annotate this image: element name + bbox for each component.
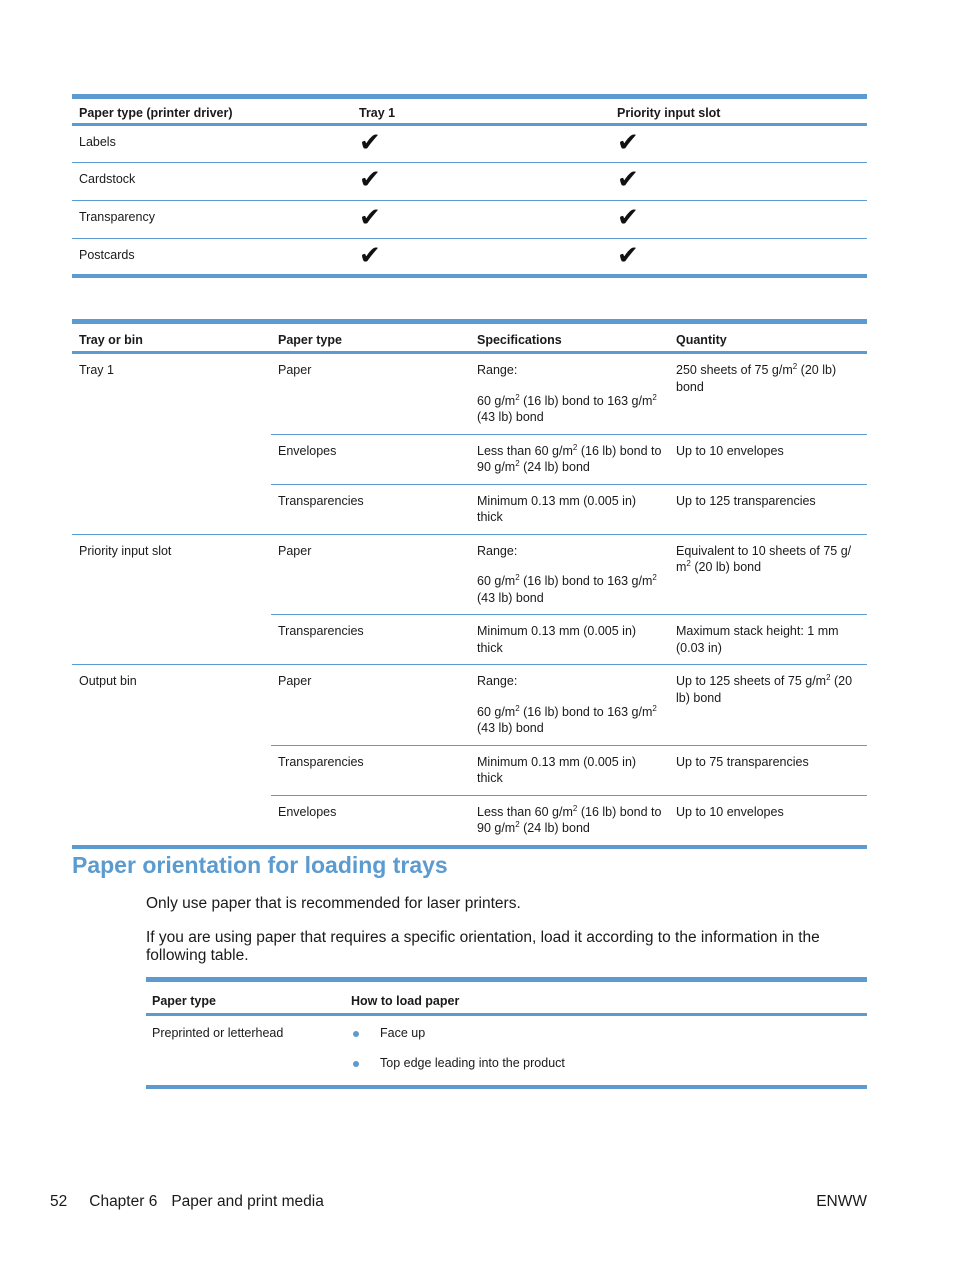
- table-row: [72, 201, 867, 239]
- tray-cell: Priority input slot: [72, 534, 271, 665]
- checkmark-icon: ✔: [617, 128, 639, 158]
- paper-type-cell: Transparencies: [271, 484, 470, 534]
- table-row: [72, 125, 867, 163]
- bullet-list: [351, 1025, 867, 1085]
- chapter-label: Chapter 6: [89, 1193, 158, 1210]
- table-header-row: [72, 322, 867, 353]
- checkmark-icon: ✔: [359, 165, 381, 195]
- quantity-cell: Maximum stack height: 1 mm (0.03 in): [669, 615, 867, 665]
- table-row: [72, 239, 867, 276]
- spec-value: 60 $g/m^2$ (16 lb) bond to 163 $g/m^2$ (43 lb) bond: [477, 573, 657, 605]
- paper-type-cell: Labels: [72, 125, 352, 163]
- spec-cell: Range: 60 $g/m^2$ (16 lb) bond to 163 $g/m^2$ (43 lb) bond: [470, 665, 669, 746]
- table-row: [146, 1015, 867, 1088]
- paper-orientation-table: [146, 977, 867, 1089]
- column-header: Paper type: [146, 980, 345, 1015]
- quantity-cell: Up to 10 envelopes: [669, 434, 867, 484]
- table-row: [72, 534, 867, 615]
- paper-type-cell: Preprinted or letterhead: [152, 1026, 284, 1040]
- quantity-cell: Up to 125 transparencies: [669, 484, 867, 534]
- checkmark-icon: ✔: [359, 203, 381, 233]
- column-header: Paper type: [271, 322, 470, 353]
- quantity-cell: Up to 10 envelopes: [676, 804, 784, 819]
- table-header-row: [146, 980, 867, 1015]
- paper-type-cell: Postcards: [79, 248, 135, 262]
- quantity-cell: Up to 125 sheets of 75 $g/m^2$ (20 lb) bond: [669, 665, 867, 746]
- paper-type-cell: Paper: [271, 353, 470, 435]
- quantity-cell: Up to 75 transparencies: [669, 745, 867, 795]
- quantity-cell: Equivalent to 10 sheets of 75 g/ $m^2$ (20 lb) bond: [669, 534, 867, 615]
- load-steps-cell: [345, 1015, 867, 1088]
- table-row: [72, 163, 867, 201]
- chapter-title: Paper and print media: [171, 1193, 324, 1210]
- table-row: [72, 665, 867, 746]
- paper-type-cell: Cardstock: [72, 163, 352, 201]
- paper-type-support-table: [72, 94, 867, 278]
- tray-cell: Tray 1: [72, 353, 271, 535]
- page-footer-left: [50, 1193, 324, 1211]
- checkmark-icon: ✔: [617, 165, 639, 195]
- list-item: Face up: [351, 1025, 867, 1055]
- column-header: Priority input slot: [610, 97, 867, 125]
- column-header: Paper type (printer driver): [72, 97, 352, 125]
- paper-type-cell: Transparencies: [271, 745, 470, 795]
- spec-cell: Less than 60 $g/m^2$ (16 lb) bond to 90 $g/m^2$ (24 lb) bond: [470, 434, 669, 484]
- checkmark-icon: ✔: [359, 241, 381, 271]
- tray-cell: Output bin: [79, 674, 137, 688]
- paper-type-cell: Transparency: [72, 201, 352, 239]
- paper-type-cell: Paper: [271, 534, 470, 615]
- spec-cell: Minimum 0.13 mm (0.005 in) thick: [470, 615, 669, 665]
- paper-type-cell: Envelopes: [271, 434, 470, 484]
- locale-label: ENWW: [816, 1193, 867, 1210]
- spec-cell: Range: 60 $g/m^2$ (16 lb) bond to 163 $g/m^2$ (43 lb) bond: [470, 534, 669, 615]
- spec-cell: Minimum 0.13 mm (0.005 in) thick: [470, 484, 669, 534]
- checkmark-icon: ✔: [359, 128, 381, 158]
- paper-type-cell: Paper: [271, 665, 470, 746]
- spec-cell: Less than 60 $g/m^2$ (16 lb) bond to 90 $g/m^2$ (24 lb) bond: [477, 803, 662, 835]
- page-number: 52: [50, 1193, 68, 1210]
- spec-cell: Minimum 0.13 mm (0.005 in) thick: [470, 745, 669, 795]
- paragraph: If you are using paper that requires a specific orientation, load it according to the information in the following table.: [146, 929, 820, 964]
- column-header: How to load paper: [345, 980, 867, 1015]
- table-row: [72, 353, 867, 435]
- column-header: Specifications: [470, 322, 669, 353]
- paper-type-cell: Transparencies: [271, 615, 470, 665]
- column-header: Tray or bin: [72, 322, 271, 353]
- spec-value: 60 $g/m^2$ (16 lb) bond to 163 $g/m^2$ (43 lb) bond: [477, 392, 657, 424]
- table-header-row: [72, 97, 867, 125]
- section-heading: Paper orientation for loading trays: [72, 852, 448, 878]
- tray-specifications-table: [72, 319, 867, 849]
- quantity-cell: 250 sheets of 75 $g/m^2$ (20 lb) bond: [669, 353, 867, 435]
- spec-cell: Range: 60 $g/m^2$ (16 lb) bond to 163 $g/m^2$ (43 lb) bond: [470, 353, 669, 435]
- checkmark-icon: ✔: [617, 203, 639, 233]
- list-item: Top edge leading into the product: [351, 1055, 867, 1085]
- checkmark-icon: ✔: [617, 241, 639, 271]
- paper-type-cell: Envelopes: [278, 804, 337, 819]
- column-header: Quantity: [669, 322, 867, 353]
- column-header: Tray 1: [352, 97, 610, 125]
- spec-value: 60 $g/m^2$ (16 lb) bond to 163 $g/m^2$ (43 lb) bond: [477, 703, 657, 735]
- paragraph: Only use paper that is recommended for laser printers.: [146, 895, 521, 912]
